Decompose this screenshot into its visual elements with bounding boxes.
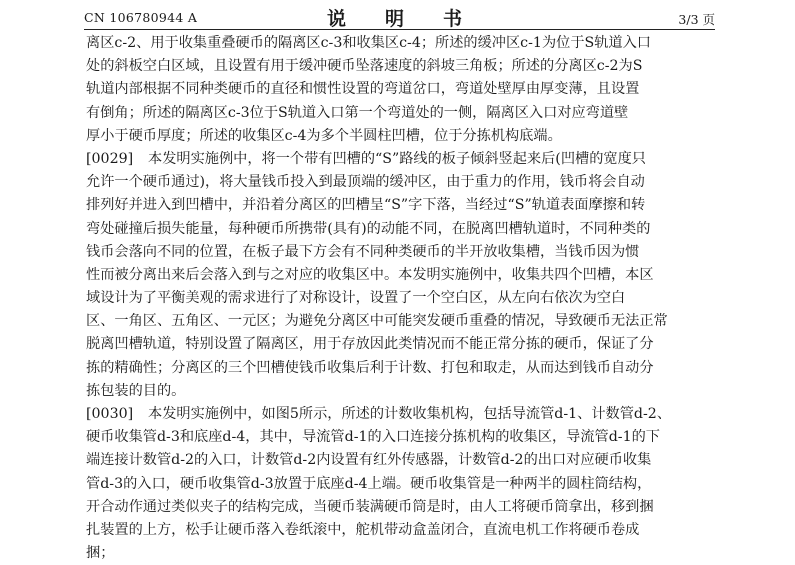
document-body (86, 32, 712, 565)
page-number: 3/3 页 (678, 12, 715, 27)
text-line (86, 32, 712, 55)
text-line (86, 310, 712, 333)
line-text: 性而被分离出来后会落入到与之对应的收集区中。本发明实施例中，收集共四个凹槽，本区 (86, 266, 654, 283)
text-line (86, 287, 712, 310)
line-text: 捆； (86, 545, 115, 562)
text-line (86, 241, 712, 264)
line-text: 拣包装的目的。 (86, 382, 186, 399)
line-text: 域设计为了平衡美观的需求进行了对称设计，设置了一个空白区，从左向右依次为空白 (86, 290, 626, 307)
line-text: 区、一角区、五角区、一元区；为避免分离区中可能突发硬币重叠的情况，导致硬币无法正常 (86, 313, 668, 330)
text-line (86, 102, 712, 125)
line-text: 扎装置的上方，松手让硬币落入卷纸滚中，舵机带动盒盖闭合，直流电机工作将硬币卷成 (86, 521, 640, 538)
text-line (86, 426, 712, 449)
line-text: 弯处碰撞后损失能量，每种硬币所携带(具有)的动能不同，在脱离凹槽轨道时，不同种类的 (86, 220, 651, 237)
text-line (86, 125, 712, 148)
text-line (86, 496, 712, 519)
text-line (86, 403, 712, 426)
line-text: 允许一个硬币通过)，将大量钱币投入到最顶端的缓冲区，由于重力的作用，钱币将会自动 (86, 174, 645, 191)
line-text: 离区c-2、用于收集重叠硬币的隔离区c-3和收集区c-4；所述的缓冲区c-1为位于S轨道入口 (86, 35, 651, 51)
header-rule (84, 29, 715, 30)
page-header (84, 4, 715, 30)
text-line (86, 218, 712, 241)
line-text: 本发明实施例中，将一个带有凹槽的“S”路线的板子倾斜竖起来后(凹槽的宽度只 (148, 150, 646, 167)
text-line (86, 473, 712, 496)
document-type-title: 说 明 书 (326, 8, 472, 30)
line-text: 开合动作通过类似夹子的结构完成，当硬币装满硬币筒是时，由人工将硬币筒拿出，移到捆 (86, 498, 654, 515)
line-text: 端连接计数管d-2的入口，计数管d-2内设置有红外传感器，计数管d-2的出口对应硬币收集 (86, 452, 652, 469)
text-line (86, 519, 712, 542)
text-line (86, 171, 712, 194)
line-text: 钱币会落向不同的位置，在板子最下方会有不同种类硬币的半开放收集槽，当钱币因为惯 (86, 243, 640, 260)
line-text: 排列好并进入到凹槽中，并沿着分离区的凹槽呈“S”字下落，当经过“S”轨道表面摩擦和转 (86, 197, 646, 214)
line-text: 本发明实施例中，如图5所示，所述的计数收集机构，包括导流管d-1、计数管d-2、 (148, 406, 672, 422)
text-line (86, 55, 712, 78)
text-line (86, 333, 712, 356)
text-line (86, 78, 712, 101)
publication-number: CN 106780944 A (84, 10, 198, 25)
line-text: 有倒角；所述的隔离区c-3位于S轨道入口第一个弯道处的一侧，隔离区入口对应弯道壁 (86, 104, 629, 121)
line-text: 轨道内部根据不同种类硬币的直径和惯性设置的弯道岔口，弯道处壁厚由厚变薄，且设置 (86, 81, 640, 98)
paragraph-number: [0030] (86, 406, 134, 422)
line-text: 厚小于硬币厚度；所述的收集区c-4为多个半圆柱凹槽，位于分拣机构底端。 (86, 127, 562, 144)
line-text: 处的斜板空白区域，且设置有用于缓冲硬币坠落速度的斜坡三角板；所述的分离区c-2为S (86, 58, 643, 75)
line-text: 硬币收集管d-3和底座d-4，其中，导流管d-1的入口连接分拣机构的收集区，导流管d-1的下 (86, 429, 660, 446)
line-text: 拣的精确性；分离区的三个凹槽使钱币收集后利于计数、打包和取走，从而达到钱币自动分 (86, 359, 654, 376)
line-text: 管d-3的入口，硬币收集管d-3放置于底座d-4上端。硬币收集管是一种两半的圆柱筒结构， (86, 475, 652, 492)
paragraph-number: [0029] (86, 150, 134, 167)
text-line (86, 449, 712, 472)
text-line (86, 357, 712, 380)
line-text: 脱离凹槽轨道，特别设置了隔离区，用于存放因此类情况而不能正常分拣的硬币，保证了分 (86, 336, 654, 353)
text-line (86, 380, 712, 403)
text-line (86, 542, 712, 565)
text-line (86, 264, 712, 287)
text-line (86, 194, 712, 217)
text-line (86, 148, 712, 171)
